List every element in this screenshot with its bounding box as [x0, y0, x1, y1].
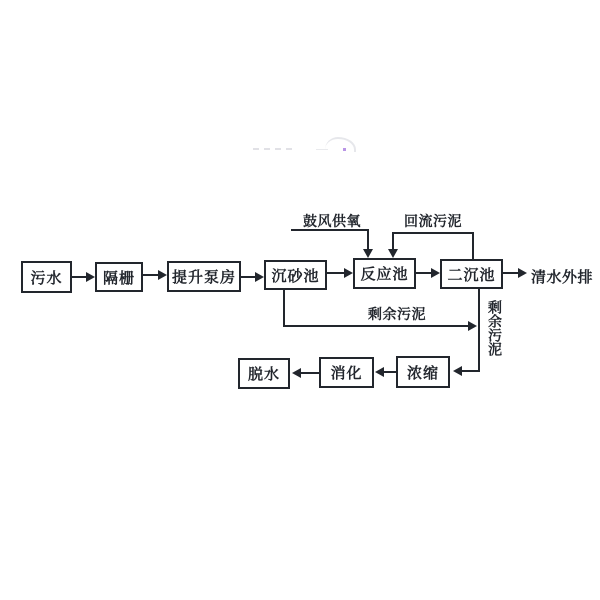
node-secondary-clarifier-label: 二沉池: [447, 265, 496, 284]
watermark-artifact-dashes: [253, 148, 292, 150]
label-blast-oxygen: 鼓风供氧: [303, 214, 361, 230]
watermark-artifact-dot: [343, 148, 346, 151]
node-sewage: [21, 261, 72, 293]
arrowhead-thickening-to-digestion: [375, 367, 384, 377]
watermark-artifact-curve: [325, 137, 356, 152]
node-grit-chamber: [264, 260, 327, 290]
node-dewatering-label: 脱水: [247, 365, 280, 383]
label-excess-sludge-horizontal: 剩余污泥: [368, 307, 426, 323]
edge-excess-sludge-clarifier-down: [478, 288, 480, 372]
node-screen: [95, 262, 143, 292]
arrowhead-sewage-to-screen: [86, 272, 95, 282]
edge-excess-sludge-grit-horizontal: [283, 325, 468, 327]
label-effluent: 清水外排: [531, 268, 594, 286]
node-secondary-clarifier: [440, 259, 503, 289]
node-dewatering: [238, 358, 290, 389]
node-reaction-tank: [353, 258, 416, 289]
label-return-sludge: 回流污泥: [404, 214, 462, 230]
node-thickening: [396, 356, 450, 388]
edge-return-sludge-horizontal: [392, 232, 474, 234]
arrowhead-digestion-to-dewatering: [292, 368, 301, 378]
label-excess-sludge-vertical: 剩余污泥: [486, 300, 502, 356]
node-reaction-tank-label: 反应池: [360, 265, 409, 283]
edge-return-sludge-down: [392, 232, 394, 250]
node-digestion-label: 消化: [330, 364, 363, 382]
arrowhead-lift-pump-to-grit: [255, 272, 264, 282]
edge-blast-oxygen-vertical: [367, 229, 369, 250]
arrowhead-to-thickening: [453, 366, 462, 376]
arrowhead-clarifier-to-effluent: [518, 268, 527, 278]
node-lift-pump-station: [167, 261, 241, 292]
node-grit-chamber-label: 沉砂池: [271, 266, 320, 285]
edge-return-sludge-up: [472, 232, 474, 260]
edge-thickening-to-digestion: [384, 371, 396, 373]
arrowhead-excess-sludge-grit: [468, 321, 477, 331]
node-thickening-label: 浓缩: [406, 363, 439, 382]
arrowhead-return-sludge: [388, 249, 398, 258]
arrowhead-blast-oxygen: [363, 249, 373, 258]
arrowhead-grit-to-reaction: [344, 268, 353, 278]
node-sewage-label: 污水: [30, 268, 63, 287]
edge-excess-sludge-grit-down: [283, 290, 285, 326]
node-screen-label: 隔栅: [102, 268, 135, 287]
arrowhead-screen-to-lift-pump: [158, 270, 167, 280]
node-digestion: [319, 357, 374, 388]
node-lift-pump-station-label: 提升泵房: [171, 268, 236, 286]
edge-excess-sludge-clarifier-horizontal: [462, 370, 479, 372]
arrowhead-reaction-to-clarifier: [431, 268, 440, 278]
edge-digestion-to-dewatering: [301, 372, 319, 374]
